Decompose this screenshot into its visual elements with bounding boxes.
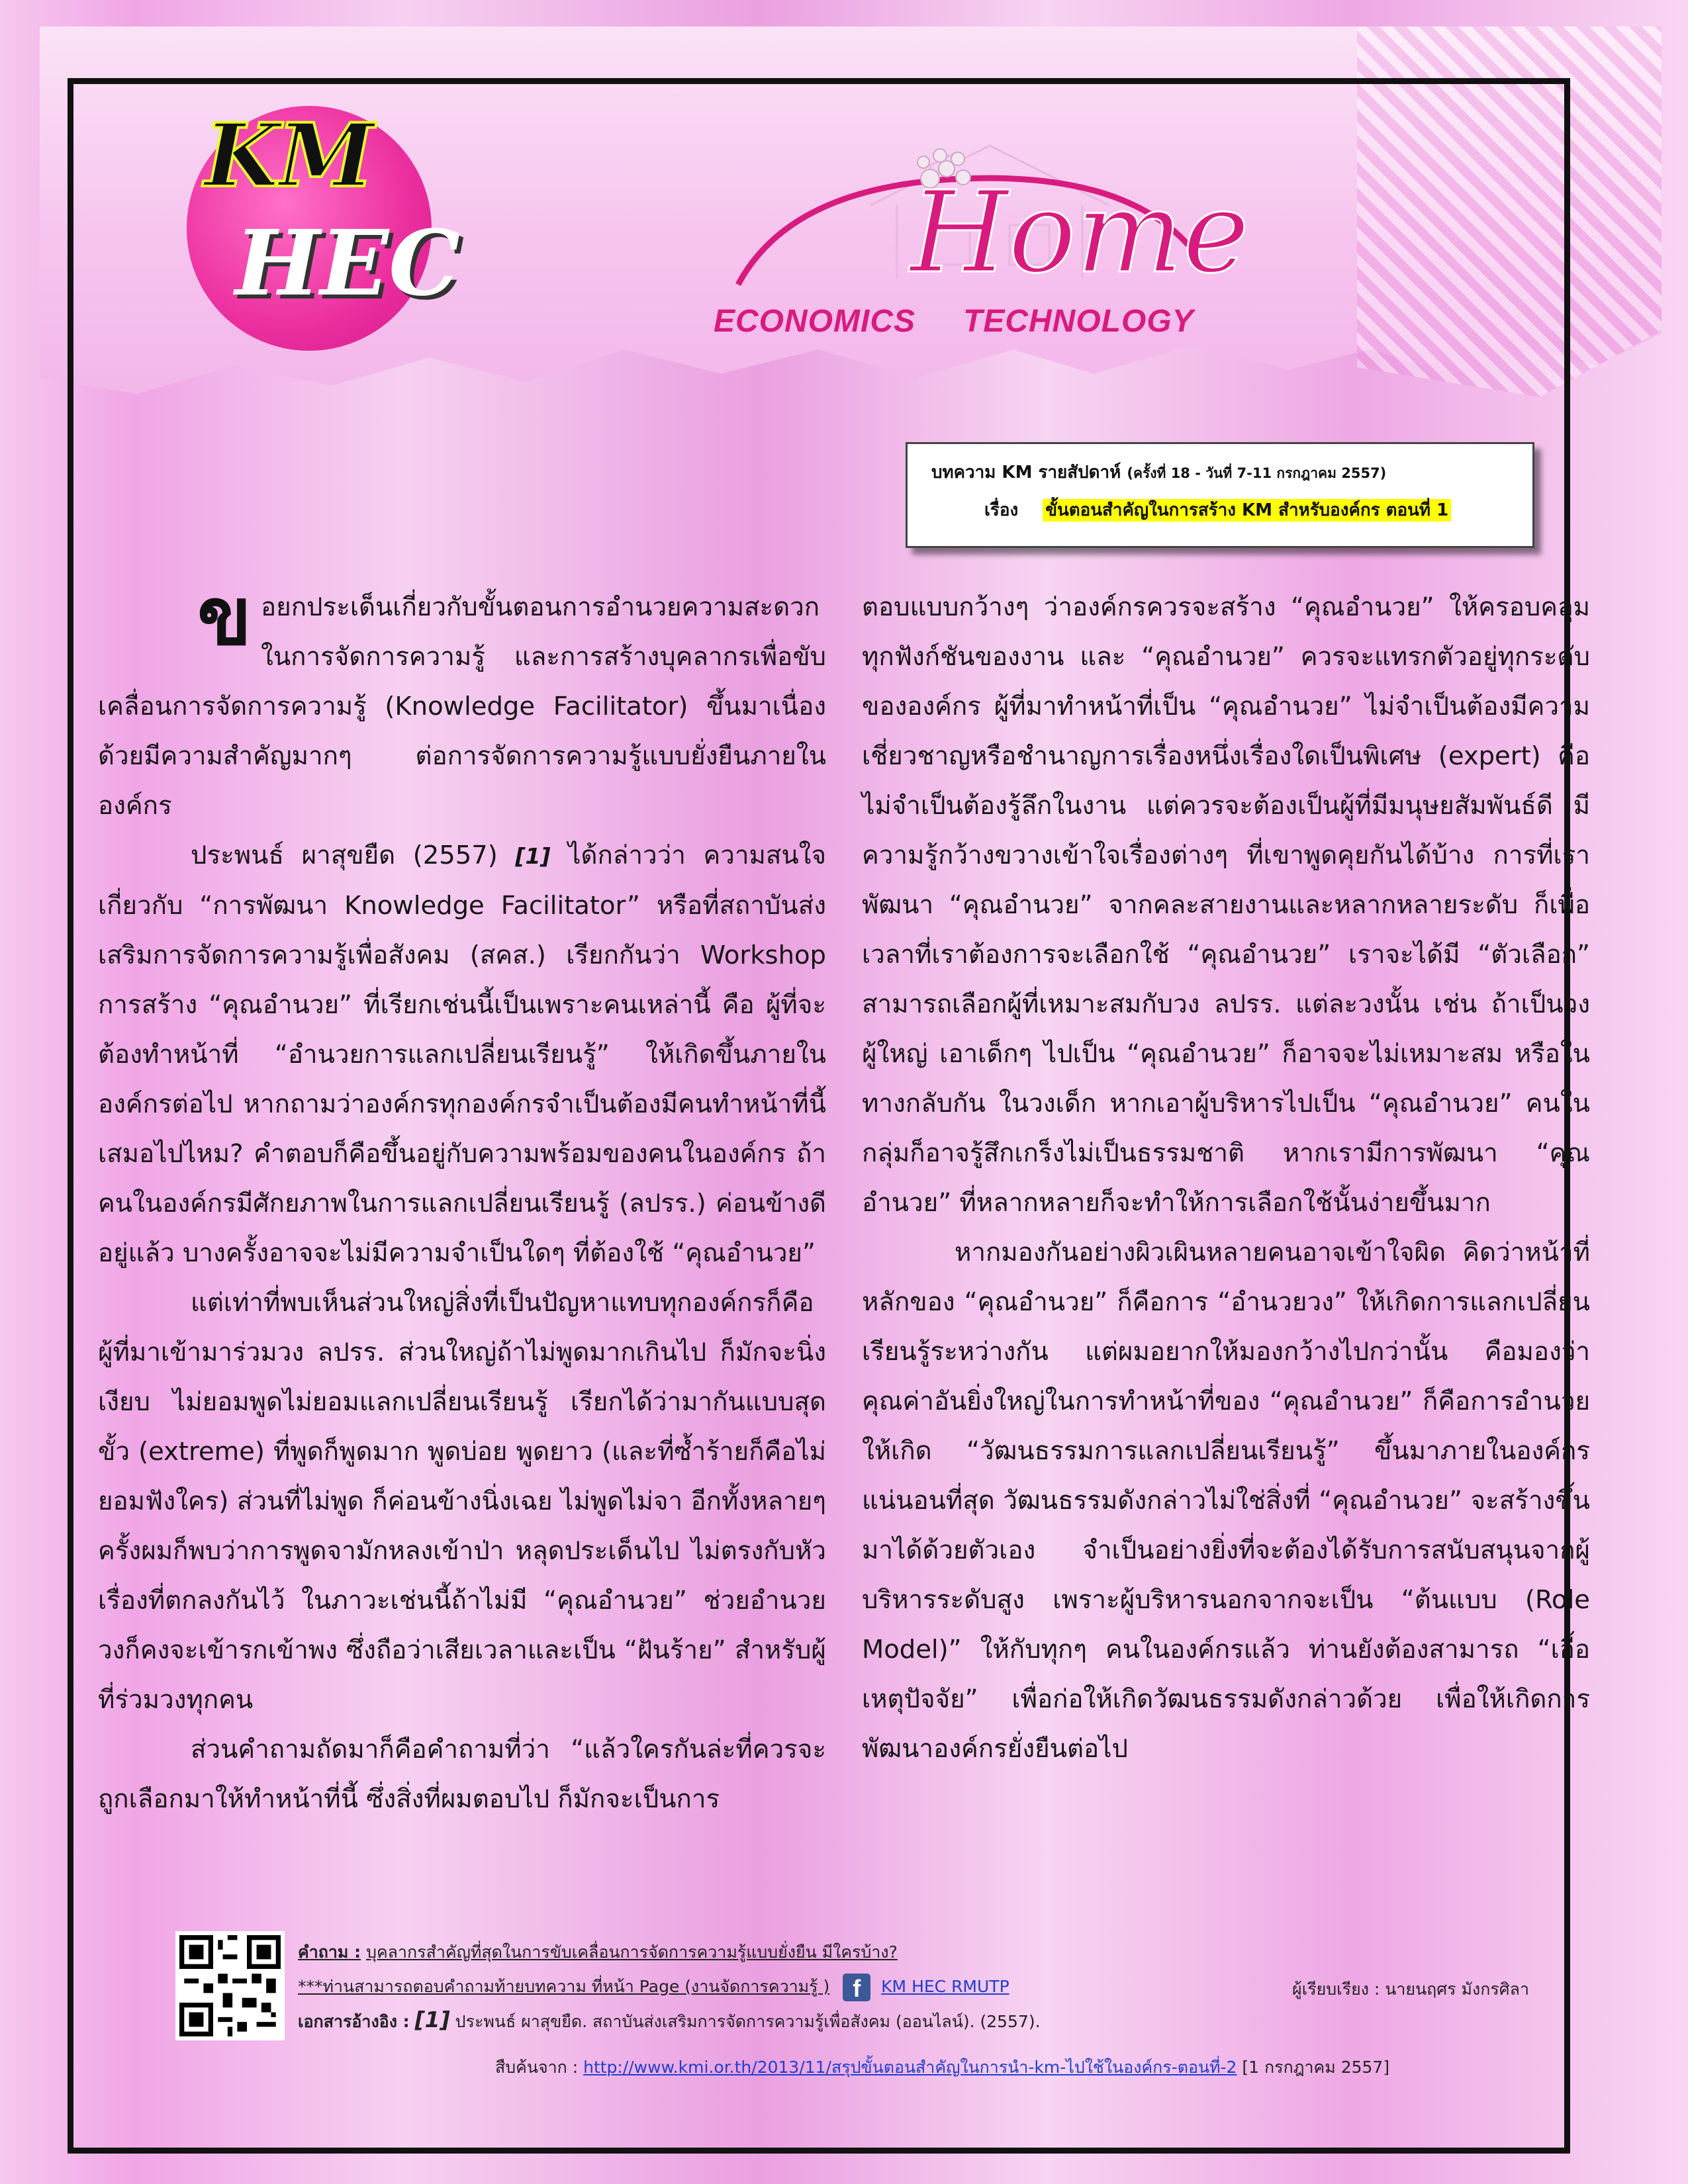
paragraph-1 — [98, 570, 826, 831]
drop-cap: ข — [197, 570, 252, 663]
qr-code-icon — [179, 1935, 281, 2036]
logo-home-text: Home — [910, 167, 1250, 298]
subject-label: เรื่อง — [984, 500, 1019, 520]
facebook-icon[interactable]: f — [843, 1974, 870, 2001]
paragraph-2-text: ได้กล่าวว่า ความสนใจเกี่ยวกับ “การพัฒนา Knowledge Facilitator” หรือที่สถาบันส่งเสริมการจัดการความรู้เพื่อสังคม (สคส.) เรียกกันว่า Workshop การสร้าง “คุณอำนวย” ที่เรียกเช่นนี้เป็นเพราะคนเหล่านี้ คือ ผู้ที่จะต้องทำหน้าที่ “อำนวยการแลกเปลี่ยนเรียนรู้” ให้เกิดขึ้นภายในองค์กรต่อไป หากถามว่าองค์กรทุกองค์กรจำเป็นต้องมีคนทำหน้าที่นี้เสมอไปไหม? คำตอบก็คือขึ้นอยู่กับความพร้อมของคนในองค์กร ถ้าคนในองค์กรมีศักยภาพในการแลกเปลี่ยนเรียนรู้ (ลปรร.) ค่อนข้างดีอยู่แล้ว บางครั้งอาจจะไม่มีความจำเป็นใดๆ ที่ต้องใช้ “คุณอำนวย” — [98, 841, 827, 1268]
paragraph-4: ส่วนคำถามถัดมาก็คือคำถามที่ว่า “แล้วใครกันล่ะที่ควรจะถูกเลือกมาให้ทำหน้าที่นี้ ซึ่งสิ่งที่ผมตอบไป ก็มักจะเป็นการ — [98, 1735, 826, 1814]
author-credit: ผู้เรียบเรียง : นายนฤศร มังกรศิลา — [1292, 1979, 1530, 1999]
footer-question — [298, 1940, 1291, 1964]
question-text: บุคลากรสำคัญที่สุดในการขับเคลื่อนการจัดการความรู้แบบยั่งยืน มีใครบ้าง? — [366, 1942, 898, 1962]
logo-hec: HEC — [235, 210, 461, 316]
info-label: บทความ KM รายสัปดาห์ — [931, 463, 1121, 482]
article-info-box — [906, 442, 1534, 548]
question-label: คำถาม : — [298, 1942, 361, 1962]
article-column-right — [862, 582, 1590, 1774]
info-line-title — [931, 459, 1509, 486]
qr-code — [175, 1931, 285, 2040]
paragraph-6: หากมองกันอย่างผิวเผินหลายคนอาจเข้าใจผิด คิดว่าหน้าที่หลักของ “คุณอำนวย” ก็คือการ “อำนวยวง” ให้เกิดการแลกเปลี่ยนเรียนรู้ระหว่างกัน แต่ผมอยากให้มองกว้างไปกว่านั้น คือมองว่าคุณค่าอันยิ่งใหญ่ในการทำหน้าที่ของ “คุณอำนวย” ก็คือการอำนวยให้เกิด “วัฒนธรรมการแลกเปลี่ยนเรียนรู้” ขึ้นมาภายในองค์กร แน่นอนที่สุด วัฒนธรรมดังกล่าวไม่ใช่สิ่งที่ “คุณอำนวย” จะสร้างขึ้นมาได้ด้วยตัวเอง จำเป็นอย่างยิ่งที่จะต้องได้รับการสนับสนุนจากผู้บริหารระดับสูง เพราะผู้บริหารนอกจากจะเป็น “ต้นแบบ (Role Model)” ให้กับทุกๆ คนในองค์กรแล้ว ท่านยังต้องสามารถ “เอื้อเหตุปัจจัย” เพื่อก่อให้เกิดวัฒนธรรมดังกล่าวด้วย เพื่อให้เกิดการพัฒนาองค์กรยั่งยืนต่อไป — [862, 1238, 1590, 1764]
article-column-left — [98, 570, 827, 1824]
paragraph-3: แต่เท่าที่พบเห็นส่วนใหญ่สิ่งที่เป็นปัญหาแทบทุกองค์กรก็คือ ผู้ที่มาเข้ามาร่วมวง ลปรร. ส่วนใหญ่ถ้าไม่พูดมากเกินไป ก็มักจะนิ่งเงียบ ไม่ยอมพูดไม่ยอมแลกเปลี่ยนเรียนรู้ เรียกได้ว่ามากันแบบสุดขั้ว (extreme) ที่พูดก็พูดมาก พูดบ่อย พูดยาว (และที่ซ้ำร้ายก็คือไม่ยอมฟังใคร) ส่วนที่ไม่พูด ก็ค่อนข้างนิ่งเฉย ไม่พูดไม่จา อีกทั้งหลายๆ ครั้งผมก็พบว่าการพูดจามักหลงเข้าป่า หลุดประเด็นไป ไม่ตรงกับหัวเรื่องที่ตกลงกันไว้ ในภาวะเช่นนี้ถ้าไม่มี “คุณอำนวย” ช่วยอำนวยวงก็คงจะเข้ารกเข้าพง ซึ่งถือว่าเสียเวลาและเป็น “ฝันร้าย” สำหรับผู้ที่ร่วมวงทุกคน — [98, 1288, 826, 1715]
logo-technology: TECHNOLOGY — [963, 304, 1194, 339]
source-label: สืบค้นจาก : — [495, 2058, 579, 2077]
answer-note[interactable]: ***ท่านสามารถตอบคำถามท้ายบทความ ที่หน้า Page (งานจัดการความรู้ ) — [298, 1977, 830, 1996]
reference-label: เอกสารอ้างอิง : — [298, 2012, 410, 2031]
logo-km: KM — [204, 105, 372, 207]
subject-highlight: ขั้นตอนสำคัญในการสร้าง KM สำหรับองค์กร ตอนที่ 1 — [1043, 499, 1451, 522]
paragraph-2-author: ประพนธ์ ผาสุขยืด (2557) — [191, 841, 498, 870]
paragraph-5: ตอบแบบกว้างๆ ว่าองค์กรควรจะสร้าง “คุณอำนวย” ให้ครอบคลุมทุกฟังก์ชันของงาน และ “คุณอำนวย” ควรจะแทรกตัวอยู่ทุกระดับขององค์กร ผู้ที่มาทำหน้าที่เป็น “คุณอำนวย” ไม่จำเป็นต้องมีความเชี่ยวชาญหรือชำนาญการเรื่องหนึ่งเรื่องใดเป็นพิเศษ (expert) คือไม่จำเป็นต้องรู้ลึกในงาน แต่ควรจะต้องเป็นผู้ที่มีมนุษยสัมพันธ์ดี มีความรู้กว้างขวางเข้าใจเรื่องต่างๆ ที่เขาพูดคุยกันได้บ้าง การที่เราพัฒนา “คุณอำนวย” จากคละสายงานและหลากหลายระดับ ก็เพื่อเวลาที่เราต้องการจะเลือกใช้ “คุณอำนวย” เราจะได้มี “ตัวเลือก” สามารถเลือกผู้ที่เหมาะสมกับวง ลปรร. แต่ละวงนั้น เช่น ถ้าเป็นวงผู้ใหญ่ เอาเด็กๆ ไปเป็น “คุณอำนวย” ก็อาจจะไม่เหมาะสม หรือในทางกลับกัน ในวงเด็ก หากเอาผู้บริหารไปเป็น “คุณอำนวย” คนในกลุ่มก็อาจรู้สึกเกร็งไม่เป็นธรรมชาติ หากเรามีการพัฒนา “คุณอำนวย” ที่หลากหลายก็จะทำให้การเลือกใช้นั้นง่ายขึ้นมาก — [862, 592, 1590, 1218]
paragraph-1-text: อยกประเด็นเกี่ยวกับขั้นตอนการอำนวยความสะดวกในการจัดการความรู้ และการสร้างบุคลากรเพื่อขับเคลื่อนการจัดการความรู้ (Knowledge Facilitator) ขึ้นมาเนื่องด้วยมีความสำคัญมากๆ ต่อการจัดการความรู้แบบยั่งยืนภายในองค์กร — [98, 592, 826, 821]
footer-reference — [298, 2008, 1291, 2034]
info-issue: (ครั้งที่ 18 - วันที่ 7-11 กรกฎาคม 2557) — [1127, 465, 1387, 481]
reference-text: ประพนธ์ ผาสุขยืด. สถาบันส่งเสริมการจัดการความรู้เพื่อสังคม (ออนไลน์). (2557). — [455, 2012, 1041, 2031]
logo-economics: ECONOMICS — [714, 304, 916, 339]
facebook-link[interactable]: KM HEC RMUTP — [881, 1977, 1009, 1996]
source-date: [1 กรกฎาคม 2557] — [1242, 2058, 1390, 2077]
info-line-subject — [931, 496, 1509, 523]
footer-answer-note — [298, 1974, 1291, 2001]
paragraph-2 — [98, 831, 826, 1278]
reference-cite: [1] — [414, 2007, 450, 2032]
citation-marker: [1] — [515, 843, 551, 869]
source-link[interactable]: http://www.kmi.or.th/2013/11/สรุปขั้นตอนสำคัญในการนำ-km-ไปใช้ในองค์กร-ตอนที่-2 — [583, 2058, 1237, 2077]
footer-source — [495, 2056, 1528, 2079]
